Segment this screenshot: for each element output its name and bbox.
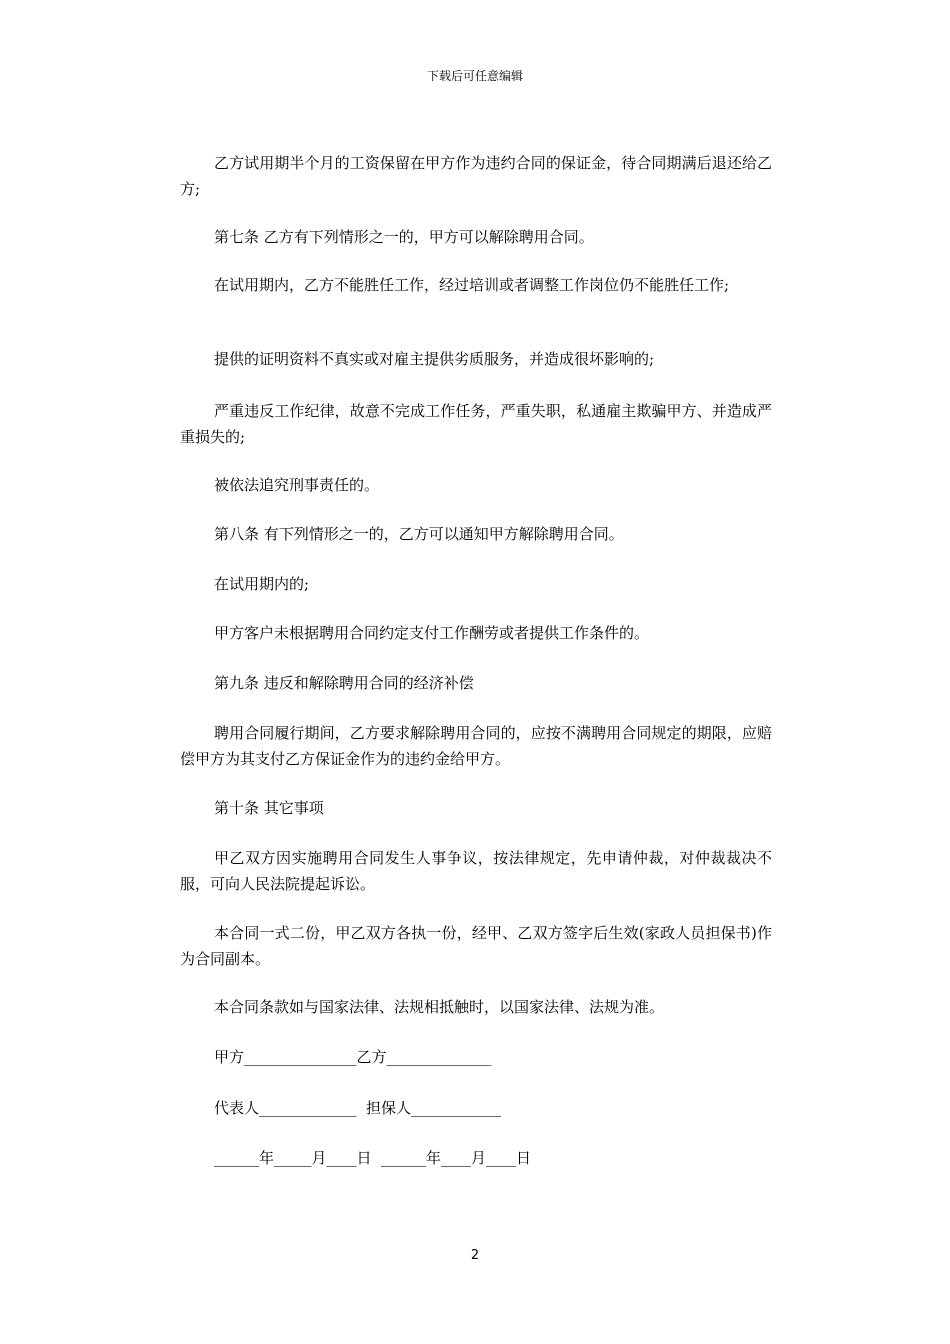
- page-header: 下载后可任意编辑: [426, 69, 523, 83]
- clause-7-item-4: 被依法追究刑事责任的。: [214, 476, 380, 494]
- clause-10-title: 第十条 其它事项: [214, 799, 324, 817]
- signature-parties-line: 甲方_______________乙方______________: [214, 1048, 492, 1066]
- signature-dates-line: ______年_____月____日 ______年____月____日: [214, 1149, 532, 1167]
- clause-10-disputes: 甲乙双方因实施聘用合同发生人事争议，按法律规定，先申请仲裁，对仲裁裁决不服，可向人民法院提起诉讼。: [180, 849, 772, 893]
- page-number: 2: [470, 1248, 480, 1263]
- clause-7-title: 第七条 乙方有下列情形之一的，甲方可以解除聘用合同。: [214, 228, 594, 246]
- clause-10-copies: 本合同一式二份，甲乙双方各执一份，经甲、乙双方签字后生效(家政人员担保书)作为合同副本。: [180, 924, 772, 968]
- clause-8-title: 第八条 有下列情形之一的，乙方可以通知甲方解除聘用合同。: [214, 525, 624, 543]
- clause-8-item-1: 在试用期内的;: [214, 575, 310, 593]
- clause-10-law: 本合同条款如与国家法律、法规相抵触时，以国家法律、法规为准。: [214, 998, 665, 1016]
- clause-7-item-1: 在试用期内，乙方不能胜任工作，经过培训或者调整工作岗位仍不能胜任工作;: [214, 276, 730, 294]
- clause-8-item-2: 甲方客户未根据聘用合同约定支付工作酬劳或者提供工作条件的。: [214, 624, 650, 642]
- signature-representatives-line: 代表人_____________ 担保人____________: [214, 1099, 502, 1117]
- clause-9-content: 聘用合同履行期间，乙方要求解除聘用合同的，应按不满聘用合同规定的期限，应赔偿甲方为其支付乙方保证金作为的违约金给甲方。: [180, 724, 772, 768]
- clause-7-item-3: 严重违反工作纪律，故意不完成工作任务，严重失职，私通雇主欺骗甲方、并造成严重损失的;: [180, 402, 772, 446]
- clause-7-item-2: 提供的证明资料不真实或对雇主提供劣质服务，并造成很坏影响的;: [214, 350, 655, 368]
- paragraph-deposit: 乙方试用期半个月的工资保留在甲方作为违约合同的保证金，待合同期满后退还给乙方;: [180, 154, 772, 198]
- clause-9-title: 第九条 违反和解除聘用合同的经济补偿: [214, 674, 474, 692]
